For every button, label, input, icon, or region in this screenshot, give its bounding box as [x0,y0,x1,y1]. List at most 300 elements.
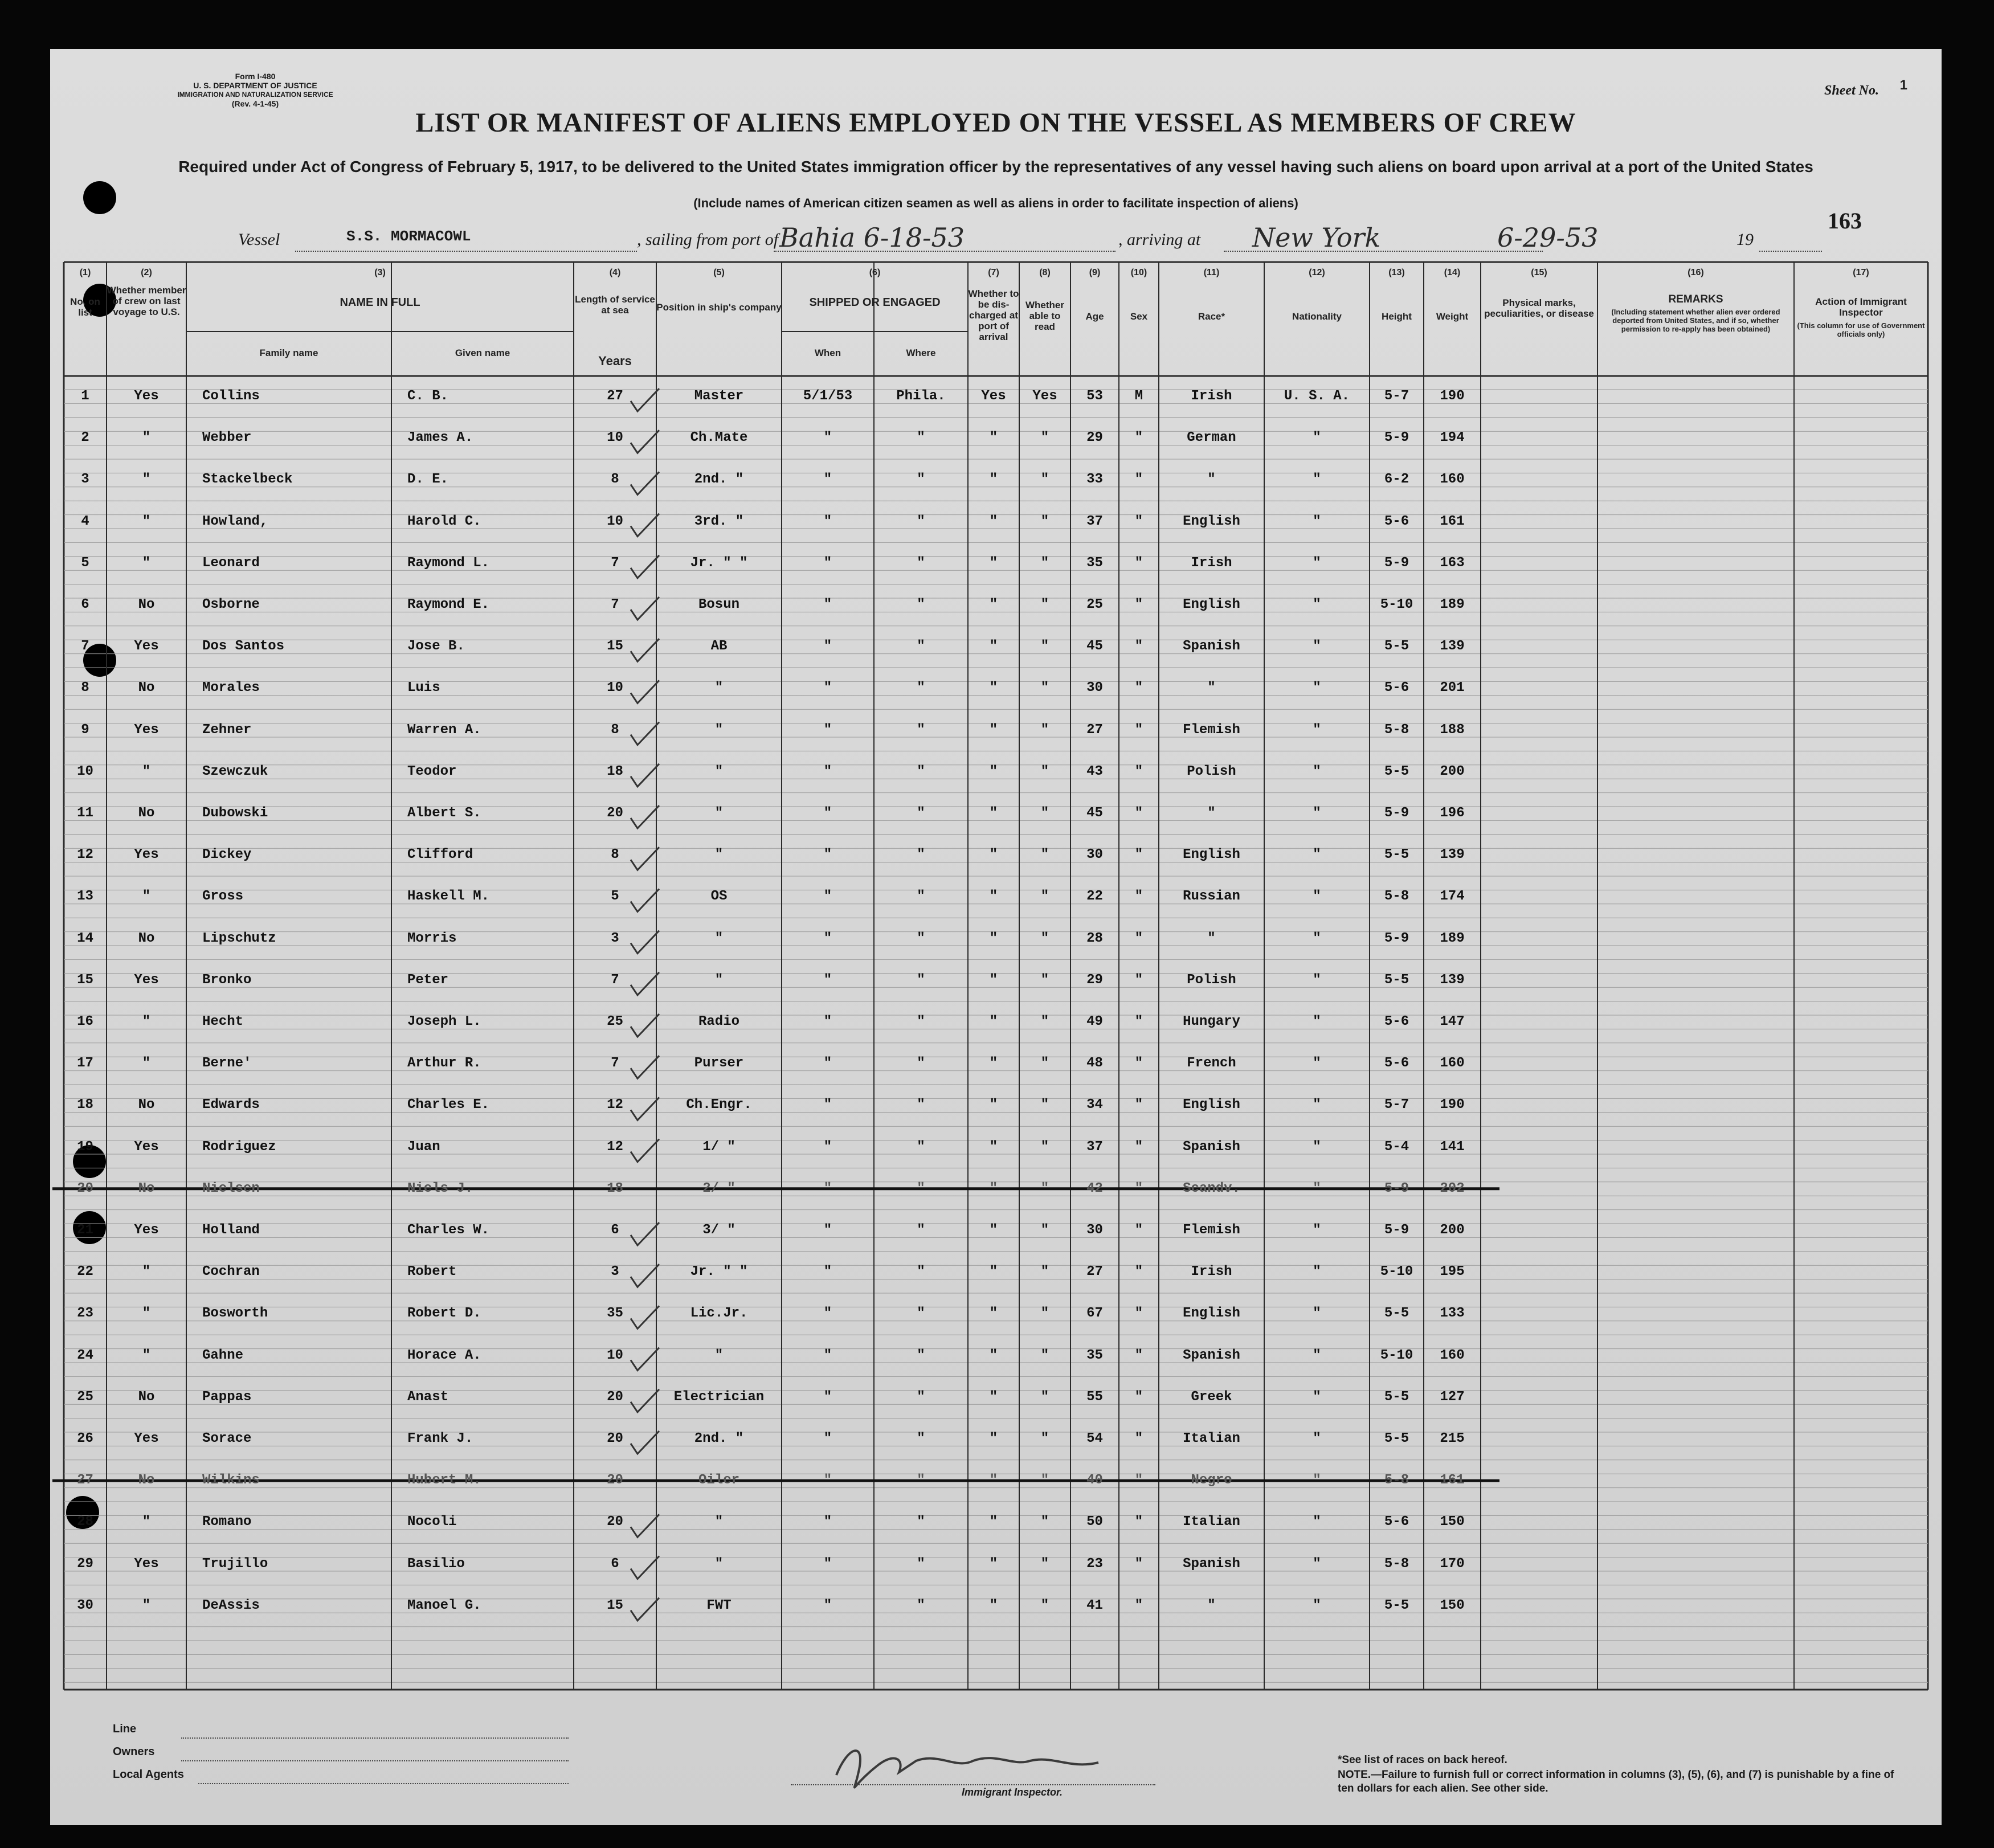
column-number: (3) [374,268,386,277]
cell-age: 22 [1086,889,1103,905]
cell-when: " [823,763,832,779]
cell-no: 3 [81,472,89,488]
cell-position: 1/ " [702,1139,736,1155]
cell-when: " [823,806,832,821]
cell-where: " [917,513,925,529]
cell-age: 35 [1086,1347,1103,1363]
cell-read: " [1040,430,1049,446]
cell-nationality: " [1313,513,1321,529]
cell-height: 5-5 [1384,1306,1409,1322]
page-title: LIST OR MANIFEST OF ALIENS EMPLOYED ON THE VESSEL AS MEMBERS OF CREW [415,108,1576,138]
cell-height: 5-4 [1384,1139,1409,1155]
cell-race: English [1183,513,1240,529]
cell-no: 7 [81,639,89,655]
cell-sex: " [1134,972,1143,988]
cell-where: " [917,722,925,738]
cell-race: Irish [1191,1264,1232,1280]
cell-when: " [823,1431,832,1446]
cell-family: Zehner [202,722,252,738]
cell-no: 26 [77,1431,93,1446]
cell-where: " [917,597,925,612]
cell-read: " [1040,763,1049,779]
cell-sex: " [1134,1347,1143,1363]
cell-position: " [714,806,724,821]
cell-no: 18 [77,1097,93,1113]
header-shipped-engaged: SHIPPED OR ENGAGED [809,296,941,309]
revision: (Rev. 4-1-45) [231,99,279,108]
cell-position: OS [710,889,728,905]
cell-height: 5-6 [1384,513,1409,529]
header-member-last-voyage: Whether member of crew on last voyage to U.S. [107,285,186,317]
cell-where: " [917,1264,925,1280]
header-given-name: Given name [455,347,510,358]
column-number: (13) [1388,268,1405,277]
cell-when: " [823,1097,832,1113]
cell-race: English [1183,847,1240,863]
cell-discharged: " [989,1014,998,1029]
cell-family: Trujillo [202,1556,268,1572]
cell-sex: " [1134,1056,1143,1072]
cell-discharged: " [989,1223,998,1238]
cell-when: " [823,847,832,863]
cell-where: " [917,555,925,571]
cell-position: " [714,972,724,988]
cell-given: C. B. [407,389,449,404]
cell-where: " [917,1473,925,1489]
cell-weight: 161 [1440,513,1465,529]
cell-nationality: " [1313,889,1321,905]
cell-weight: 133 [1440,1306,1465,1322]
cell-member: Yes [134,972,159,988]
cell-years: 3 [611,1264,619,1280]
cell-position: Jr. " " [690,555,748,571]
cell-race: Irish [1191,555,1232,571]
cell-weight: 160 [1440,472,1465,488]
cell-height: 5-9 [1384,430,1409,446]
cell-where: " [917,847,925,863]
cell-when: " [823,1014,832,1029]
cell-no: 20 [77,1180,93,1196]
cell-race: " [1207,680,1216,696]
cell-family: Gross [202,889,244,905]
cell-no: 30 [77,1597,93,1613]
subtitle: Required under Act of Congress of February 5, 1917, to be delivered to the United States immigration officer by the representatives of any vessel having such aliens on board upon arrival at a port of the United States [178,158,1813,175]
cell-age: 40 [1086,1473,1103,1489]
cell-age: 54 [1086,1431,1103,1446]
cell-discharged: " [989,1056,998,1072]
cell-where: " [917,1097,925,1113]
cell-family: Lipschutz [202,930,276,946]
cell-weight: 127 [1440,1389,1465,1405]
department: U. S. DEPARTMENT OF JUSTICE [193,81,317,90]
cell-given: Raymond E. [407,597,490,612]
cell-read: " [1040,513,1049,529]
cell-where: " [917,806,925,821]
cell-no: 29 [77,1556,93,1572]
cell-position: " [714,722,724,738]
cell-member: Yes [134,1556,159,1572]
cell-no: 28 [77,1514,93,1530]
cell-given: Morris [407,930,457,946]
cell-where: " [917,1306,925,1322]
cell-height: 5-5 [1384,1431,1409,1446]
cell-no: 1 [81,389,89,404]
cell-read: " [1040,1389,1049,1405]
header-height: Height [1382,311,1412,322]
cell-sex: " [1134,430,1143,446]
cell-read: " [1040,972,1049,988]
header-when: When [814,347,841,358]
cell-read: " [1040,889,1049,905]
cell-when: " [823,555,832,571]
cell-sex: " [1134,1180,1143,1196]
cell-discharged: " [989,1097,998,1113]
cell-age: 35 [1086,555,1103,571]
cell-race: German [1187,430,1236,446]
cell-sex: " [1134,1556,1143,1572]
cell-age: 37 [1086,513,1103,529]
cell-where: Phila. [896,389,946,404]
cell-member: Yes [134,639,159,655]
cell-read: " [1040,1514,1049,1530]
column-number: (1) [79,268,91,277]
cell-member: " [142,1514,151,1530]
cell-sex: M [1134,389,1143,404]
cell-years: 20 [607,1389,623,1405]
cell-weight: 190 [1440,1097,1465,1113]
cell-years: 8 [611,847,619,863]
cell-height: 5-7 [1384,1097,1409,1113]
cell-height: 5-5 [1384,972,1409,988]
cell-where: " [917,1389,925,1405]
cell-position: AB [710,639,728,655]
cell-read: " [1040,1056,1049,1072]
cell-member: Yes [134,389,159,404]
cell-age: 42 [1086,1180,1103,1196]
cell-nationality: " [1313,1389,1321,1405]
cell-nationality: " [1313,1139,1321,1155]
cell-given: Haskell M. [407,889,490,905]
cell-discharged: " [989,472,998,488]
cell-years: 20 [607,1473,623,1489]
cell-weight: 150 [1440,1514,1465,1530]
cell-given: Peter [407,972,449,988]
cell-where: " [917,1014,925,1029]
cell-years: 8 [611,472,619,488]
cell-where: " [917,1347,925,1363]
cell-member: " [142,1347,151,1363]
cell-discharged: " [989,1306,998,1322]
cell-no: 23 [77,1306,93,1322]
column-number: (7) [988,268,999,277]
header-action-note: (This column for use of Government officials only) [1797,321,1925,338]
cell-race: Scandv. [1183,1180,1240,1196]
column-number: (6) [869,268,881,277]
cell-age: 29 [1086,430,1103,446]
cell-position: 3rd. " [694,513,744,529]
cell-family: Webber [202,430,252,446]
cell-where: " [917,1556,925,1572]
cell-member: " [142,1264,151,1280]
cell-weight: 200 [1440,763,1465,779]
cell-member: No [138,597,155,612]
fine-note: NOTE.—Failure to furnish full or correct information in columns (3), (5), (6), and (7) is punishable by a fine of ten dollars for each alien. See other side. [1338,1769,1894,1794]
column-number: (8) [1039,268,1051,277]
cell-position: 2nd. " [694,472,744,488]
cell-where: " [917,889,925,905]
cell-no: 2 [81,430,89,446]
cell-weight: 150 [1440,1597,1465,1613]
column-number: (14) [1444,268,1461,277]
cell-member: Yes [134,1139,159,1155]
cell-weight: 202 [1440,1180,1465,1196]
cell-sex: " [1134,1473,1143,1489]
cell-discharged: " [989,1180,998,1196]
cell-discharged: " [989,1389,998,1405]
cell-height: 5-9 [1384,930,1409,946]
cell-no: 6 [81,597,89,612]
cell-position: " [714,1514,724,1530]
cell-no: 8 [81,680,89,696]
cell-weight: 188 [1440,722,1465,738]
cell-read: " [1040,1264,1049,1280]
form-number: Form I-480 [235,72,276,81]
cell-no: 22 [77,1264,93,1280]
cell-when: " [823,1473,832,1489]
cell-race: " [1207,806,1216,821]
cell-age: 29 [1086,972,1103,988]
cell-years: 12 [607,1139,623,1155]
cell-nationality: " [1313,1597,1321,1613]
cell-discharged: " [989,639,998,655]
cell-when: " [823,1264,832,1280]
cell-nationality: " [1313,1056,1321,1072]
cell-sex: " [1134,1139,1143,1155]
cell-age: 45 [1086,806,1103,821]
cell-discharged: " [989,680,998,696]
cell-years: 18 [607,763,623,779]
cell-discharged: " [989,889,998,905]
cell-given: Frank J. [407,1431,473,1446]
cell-read: " [1040,847,1049,863]
cell-family: Cochran [202,1264,260,1280]
column-number: (15) [1531,268,1547,277]
cell-given: Jose B. [407,639,465,655]
cell-weight: 195 [1440,1264,1465,1280]
cell-given: Nocoli [407,1514,457,1530]
header-sex: Sex [1130,311,1148,322]
cell-given: Horace A. [407,1347,481,1363]
cell-where: " [917,472,925,488]
cell-race: Spanish [1183,639,1240,655]
header-length-service: Length of service at sea [575,294,655,316]
cell-given: Manoel G. [407,1597,481,1613]
cell-nationality: " [1313,1097,1321,1113]
cell-when: " [823,1223,832,1238]
column-number: (2) [141,268,152,277]
cell-when: " [823,1056,832,1072]
cell-given: Raymond L. [407,555,490,571]
cell-no: 15 [77,972,93,988]
cell-age: 27 [1086,722,1103,738]
cell-sex: " [1134,680,1143,696]
cell-years: 10 [607,680,623,696]
cell-no: 24 [77,1347,93,1363]
cell-when: " [823,472,832,488]
cell-years: 5 [611,889,619,905]
cell-where: " [917,1180,925,1196]
cell-sex: " [1134,1223,1143,1238]
cell-position: " [714,1347,724,1363]
cell-discharged: " [989,722,998,738]
cell-height: 5-8 [1384,1556,1409,1572]
cell-where: " [917,1431,925,1446]
cell-member: " [142,889,151,905]
cell-weight: 170 [1440,1556,1465,1572]
cell-discharged: " [989,1139,998,1155]
cell-family: Nielsen [202,1180,260,1196]
cell-age: 30 [1086,847,1103,863]
cell-where: " [917,639,925,655]
cell-read: " [1040,555,1049,571]
cell-height: 6-2 [1384,472,1409,488]
cell-years: 3 [611,930,619,946]
cell-read: " [1040,472,1049,488]
cell-given: Juan [407,1139,440,1155]
cell-weight: 215 [1440,1431,1465,1446]
cell-height: 5-10 [1380,597,1413,612]
cell-weight: 141 [1440,1139,1465,1155]
cell-when: " [823,930,832,946]
cell-position: " [714,930,724,946]
cell-when: " [823,513,832,529]
cell-race: English [1183,1097,1240,1113]
cell-years: 6 [611,1223,619,1238]
cell-discharged: " [989,597,998,612]
cell-no: 10 [77,763,93,779]
cell-member: " [142,472,151,488]
cell-years: 25 [607,1014,623,1029]
cell-no: 9 [81,722,89,738]
cell-age: 25 [1086,597,1103,612]
cell-family: Hecht [202,1014,244,1029]
cell-height: 5-5 [1384,847,1409,863]
cell-sex: " [1134,722,1143,738]
cell-member: " [142,513,151,529]
cell-family: Rodriguez [202,1139,276,1155]
cell-years: 20 [607,806,623,821]
cell-discharged: " [989,847,998,863]
cell-when: " [823,597,832,612]
cell-family: Dickey [202,847,252,863]
cell-nationality: " [1313,1347,1321,1363]
column-number: (5) [713,268,725,277]
cell-given: Joseph L. [407,1014,481,1029]
cell-read: " [1040,1223,1049,1238]
cell-when: " [823,1347,832,1363]
cell-given: Hubert M. [407,1473,481,1489]
cell-given: Basilio [407,1556,465,1572]
cell-age: 48 [1086,1056,1103,1072]
cell-height: 5-6 [1384,1056,1409,1072]
cell-member: " [142,430,151,446]
cell-member: Yes [134,847,159,863]
cell-discharged: " [989,1347,998,1363]
cell-height: 5-6 [1384,680,1409,696]
year-label: 19 [1736,230,1754,249]
cell-when: " [823,1556,832,1572]
cell-family: Berne' [202,1056,252,1072]
cell-height: 5-9 [1384,1180,1409,1196]
cell-years: 12 [607,1097,623,1113]
cell-race: Flemish [1183,722,1240,738]
cell-family: Romano [202,1514,252,1530]
cell-when: " [823,1180,832,1196]
cell-family: Szewczuk [202,763,268,779]
cell-sex: " [1134,930,1143,946]
cell-nationality: " [1313,930,1321,946]
cell-nationality: " [1313,639,1321,655]
cell-years: 7 [611,972,619,988]
cell-nationality: " [1313,472,1321,488]
cell-read: " [1040,639,1049,655]
cell-where: " [917,1139,925,1155]
cell-read: " [1040,722,1049,738]
cell-height: 5-8 [1384,1473,1409,1489]
cell-position: Electrician [673,1389,765,1405]
cell-position: 3/ " [702,1223,736,1238]
cell-race: Russian [1183,889,1240,905]
header-family-name: Family name [259,347,318,358]
cell-read: " [1040,1180,1049,1196]
cell-family: Bronko [202,972,252,988]
cell-age: 30 [1086,680,1103,696]
cell-given: Anast [407,1389,449,1405]
header-discharged: Whether to be dis-charged at port of arrival [968,288,1019,342]
cell-discharged: " [989,555,998,571]
cell-weight: 189 [1440,597,1465,612]
cell-member: No [138,1389,155,1405]
cell-member: No [138,680,155,696]
cell-age: 50 [1086,1514,1103,1530]
cell-height: 5-9 [1384,1223,1409,1238]
cell-position: Radio [698,1014,739,1029]
cell-years: 7 [611,555,619,571]
cell-sex: " [1134,1014,1143,1029]
cell-position: Lic.Jr. [690,1306,748,1322]
cell-years: 6 [611,1556,619,1572]
cell-family: Howland, [202,513,268,529]
vessel-label: Vessel [238,230,280,249]
cell-family: Leonard [202,555,260,571]
cell-years: 10 [607,513,623,529]
sheet-number: 1 [1899,77,1907,93]
vessel-name: S.S. MORMACOWL [346,228,471,245]
cell-age: 45 [1086,639,1103,655]
cell-weight: 139 [1440,639,1465,655]
cell-no: 17 [77,1056,93,1072]
sailing-from: Bahia 6-18-53 [779,222,965,253]
cell-race: Polish [1187,972,1236,988]
cell-family: Sorace [202,1431,252,1446]
cell-weight: 160 [1440,1347,1465,1363]
cell-when: " [823,889,832,905]
cell-position: Master [694,389,744,404]
cell-race: French [1187,1056,1236,1072]
cell-height: 5-6 [1384,1014,1409,1029]
service: IMMIGRATION AND NATURALIZATION SERVICE [177,91,333,99]
cell-where: " [917,1597,925,1613]
